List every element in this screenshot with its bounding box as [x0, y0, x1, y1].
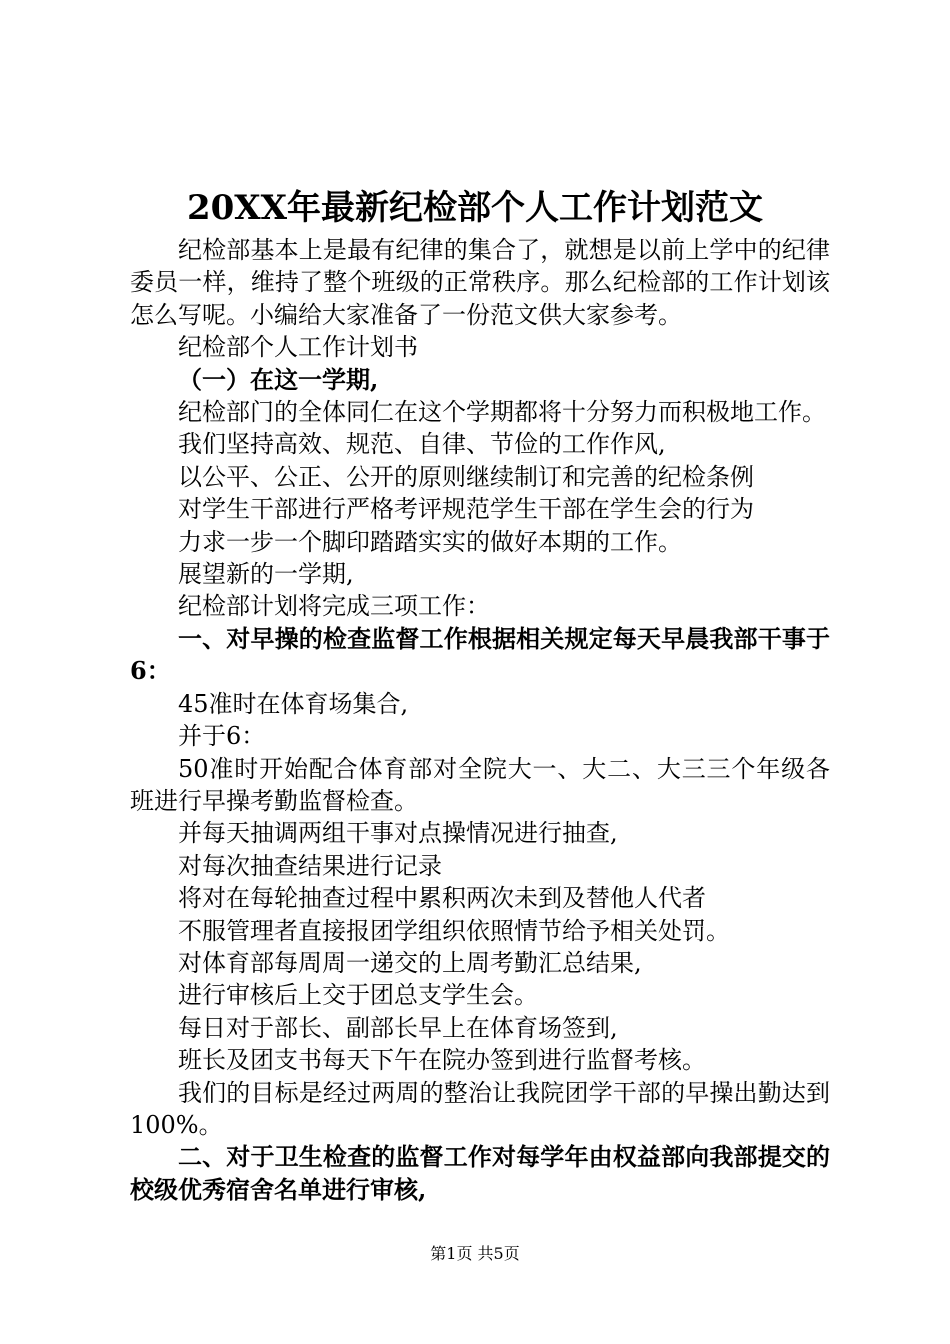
- paragraph: 展望新的一学期,: [178, 560, 354, 589]
- paragraph: 纪检部个人工作计划书: [178, 333, 418, 362]
- paragraph: 以公平、公正、公开的原则继续制订和完善的纪检条例: [178, 462, 754, 491]
- paragraph: 将对在每轮抽查过程中累积两次未到及替他人代者: [178, 884, 706, 913]
- paragraph: 我们的目标是经过两周的整治让我院团学干部的早操出勤达到100%。: [130, 1078, 830, 1139]
- paragraph: 纪检部门的全体同仁在这个学期都将十分努力而积极地工作。: [178, 398, 826, 427]
- paragraph: 进行审核后上交于团总支学生会。: [178, 981, 538, 1010]
- document-title: 20XX年最新纪检部个人工作计划范文: [186, 188, 764, 228]
- paragraph: 对每次抽查结果进行记录: [178, 851, 442, 880]
- page-footer: 第1页 共5页: [430, 1244, 520, 1263]
- section-heading: 二、对于卫生检查的监督工作对每学年由权益部向我部提交的校级优秀宿舍名单进行审核,: [130, 1142, 830, 1204]
- document-body: [130, 234, 830, 1206]
- paragraph: 并于6：: [178, 722, 266, 751]
- paragraph: 对学生干部进行严格考评规范学生干部在学生会的行为: [178, 495, 754, 524]
- paragraph: 纪检部基本上是最有纪律的集合了，就想是以前上学中的纪律委员一样，维持了整个班级的正常秩序。那么纪检部的工作计划该怎么写呢。小编给大家准备了一份范文供大家参考。: [130, 236, 830, 329]
- paragraph: 对体育部每周周一递交的上周考勤汇总结果,: [178, 948, 642, 977]
- section-heading: （一）在这一学期,: [178, 364, 379, 394]
- paragraph: 我们坚持高效、规范、自律、节俭的工作作风,: [178, 430, 666, 459]
- paragraph: 50准时开始配合体育部对全院大一、大二、大三三个年级各班进行早操考勤监督检查。: [130, 754, 830, 815]
- paragraph: 力求一步一个脚印踏踏实实的做好本期的工作。: [178, 527, 682, 556]
- paragraph: 并每天抽调两组干事对点操情况进行抽查,: [178, 819, 618, 848]
- paragraph: 纪检部计划将完成三项工作：: [178, 592, 490, 621]
- paragraph: 每日对于部长、副部长早上在体育场签到,: [178, 1013, 618, 1042]
- paragraph: 45准时在体育场集合,: [178, 689, 409, 718]
- section-heading: 一、对早操的检查监督工作根据相关规定每天早晨我部干事于6：: [130, 623, 830, 686]
- paragraph: 不服管理者直接报团学组织依照情节给予相关处罚。: [178, 916, 730, 945]
- paragraph: 班长及团支书每天下午在院办签到进行监督考核。: [178, 1046, 706, 1075]
